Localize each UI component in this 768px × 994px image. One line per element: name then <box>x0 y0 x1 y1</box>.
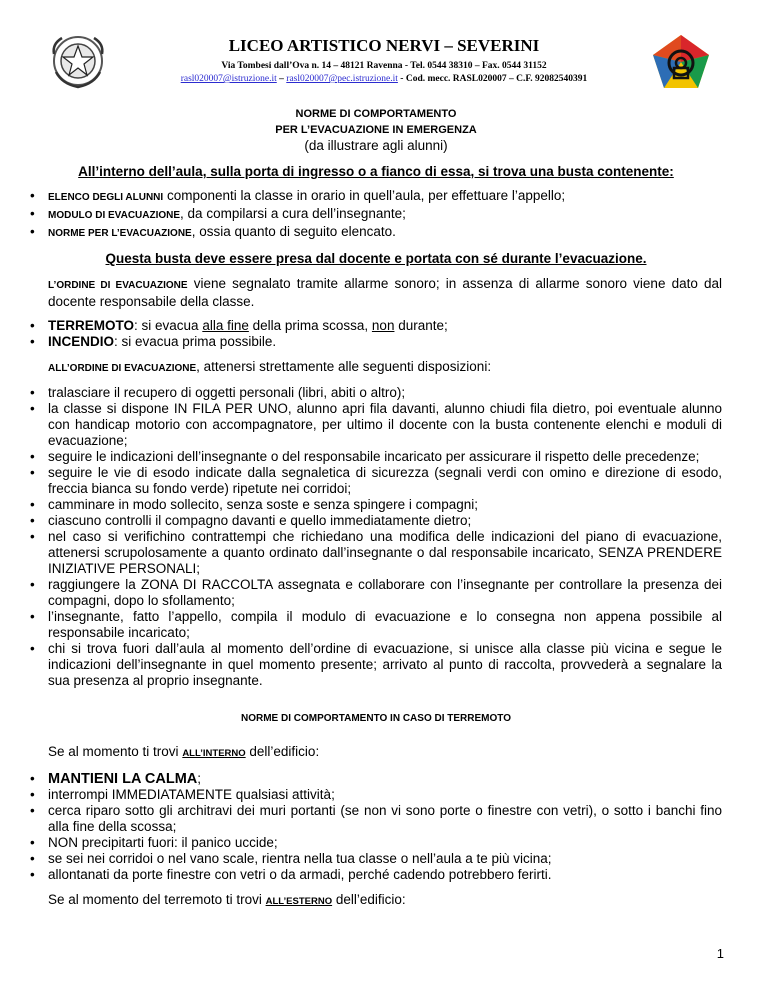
school-name: LICEO ARTISTICO NERVI – SEVERINI <box>228 36 540 55</box>
disposizioni-list <box>30 385 722 689</box>
list-item: • MANTIENI LA CALMA; <box>30 771 722 787</box>
school-codes: - Cod. mecc. RASL020007 – C.F. 92082540391 <box>397 74 588 84</box>
inside-building-list <box>30 771 722 883</box>
list-item: • se sei nei corridoi o nel vano scale, rientra nella tua classe o nell’aula a te più vicina; <box>30 851 722 867</box>
list-item: • interrompi IMMEDIATAMENTE qualsiasi attività; <box>30 787 722 803</box>
envelope-note: Questa busta deve essere presa dal docente e portata con sé durante l’evacuazione. <box>105 251 647 266</box>
outside-building-intro: Se al momento del terremoto ti trovi ALL’ESTERNO dell’edificio: <box>48 892 406 907</box>
list-item: • chi si trova fuori dall’aula al momento dell’ordine di evacuazione, si unisce alla classe più vicina e segue le indicazioni dell’insegnante in quel momento presente; arrivato al punto di raccolta, provvederà a segnalare la sua presenza al proprio insegnante. <box>30 641 722 689</box>
list-item: • la classe si dispone IN FILA PER UNO, alunno apri fila davanti, alunno chiudi fila dietro, poi eventuale alunno con handicap motorio con accompagnatore, per ultimo il docente con la busta contenente elenchi e moduli di evacuazione; <box>30 401 722 449</box>
list-item: • NON precipitarti fuori: il panico uccide; <box>30 835 722 851</box>
list-item: • tralasciare il recupero di oggetti personali (libri, abiti o altro); <box>30 385 722 401</box>
title-line-1: NORME DI COMPORTAMENTO <box>295 108 457 120</box>
list-item: • seguire le indicazioni dell’insegnante o del responsabile incaricato per assicurare il rispetto delle precedenze; <box>30 449 722 465</box>
document-body <box>30 106 722 910</box>
earthquake-section-title: NORME DI COMPORTAMENTO IN CASO DI TERREMOTO <box>240 713 511 724</box>
inside-building-intro: Se al momento ti trovi ALL’INTERNO dell’edificio: <box>48 744 320 759</box>
list-item: • raggiungere la ZONA DI RACCOLTA assegnata e collaborare con l’insegnante per controllare la presenza dei compagni, dopo lo sfollamento; <box>30 577 722 609</box>
envelope-heading: All’interno dell’aula, sulla porta di ingresso o a fianco di essa, si trova una busta contenente: <box>78 164 674 179</box>
school-address: Via Tombesi dall’Ova n. 14 – 48121 Ravenna - Tel. 0544 38310 – Fax. 0544 31152 <box>221 61 547 71</box>
list-item: • ciascuno controlli il compagno davanti e quello immediatamente dietro; <box>30 513 722 529</box>
list-item: • INCENDIO: si evacua prima possibile. <box>30 334 722 350</box>
hazards-list <box>30 318 722 350</box>
list-item: • cerca riparo sotto gli architravi dei muri portanti (se non vi sono porte o finestre con vetri), o sotto i banchi fino alla fine della scossa; <box>30 803 722 835</box>
list-item: • ELENCO DEGLI ALUNNI componenti la classe in orario in quell’aula, per effettuare l’appello; <box>30 188 722 206</box>
list-item: • l’insegnante, fatto l’appello, compila il modulo di evacuazione e lo consegna non appena possibile al responsabile incaricato; <box>30 609 722 641</box>
list-item: • nel caso si verifichino contrattempi che richiedano una modifica delle indicazioni del piano di evacuazione, attenersi scrupolosamente a quanto ordinato dall’insegnante o dal responsabile incaricato, SENZA PRENDERE INIZIATIVE PERSONALI; <box>30 529 722 577</box>
envelope-contents-list <box>30 188 722 242</box>
pec-email-link[interactable]: rasl020007@pec.istruzione.it <box>286 74 398 84</box>
contact-separator: – <box>276 74 287 84</box>
title-line-2: PER L’EVACUAZIONE IN EMERGENZA <box>275 124 477 136</box>
list-item: • TERREMOTO: si evacua alla fine della prima scossa, non durante; <box>30 318 722 334</box>
list-item: • NORME PER L’EVACUAZIONE, ossia quanto di seguito elencato. <box>30 224 722 242</box>
document-title <box>30 106 722 154</box>
title-line-3: (da illustrare agli alunni) <box>304 138 448 153</box>
list-item: • seguire le vie di esodo indicate dalla segnaletica di sicurezza (segnali verdi con omino e direzione di esodo, freccia bianca su fondo verde) ripetute nei corridoi; <box>30 465 722 497</box>
evacuation-order-paragraph: L’ORDINE DI EVACUAZIONE viene segnalato tramite allarme sonoro; in assenza di allarme sonoro viene dato dal docente responsabile della classe. <box>48 276 722 309</box>
list-item: • allontanati da porte finestre con vetri o da armadi, perché cadendo potrebbero ferirti. <box>30 867 722 883</box>
page-number: 1 <box>716 946 724 961</box>
letterhead <box>0 30 768 90</box>
school-logo-icon <box>650 32 712 92</box>
list-item: • MODULO DI EVACUAZIONE, da compilarsi a cura dell’insegnante; <box>30 206 722 224</box>
email-link[interactable]: rasl020007@istruzione.it <box>180 74 277 84</box>
list-item: • camminare in modo sollecito, senza soste e senza spingere i compagni; <box>30 497 722 513</box>
disposizioni-intro: ALL’ORDINE DI EVACUAZIONE, attenersi strettamente alle seguenti disposizioni: <box>48 359 492 374</box>
